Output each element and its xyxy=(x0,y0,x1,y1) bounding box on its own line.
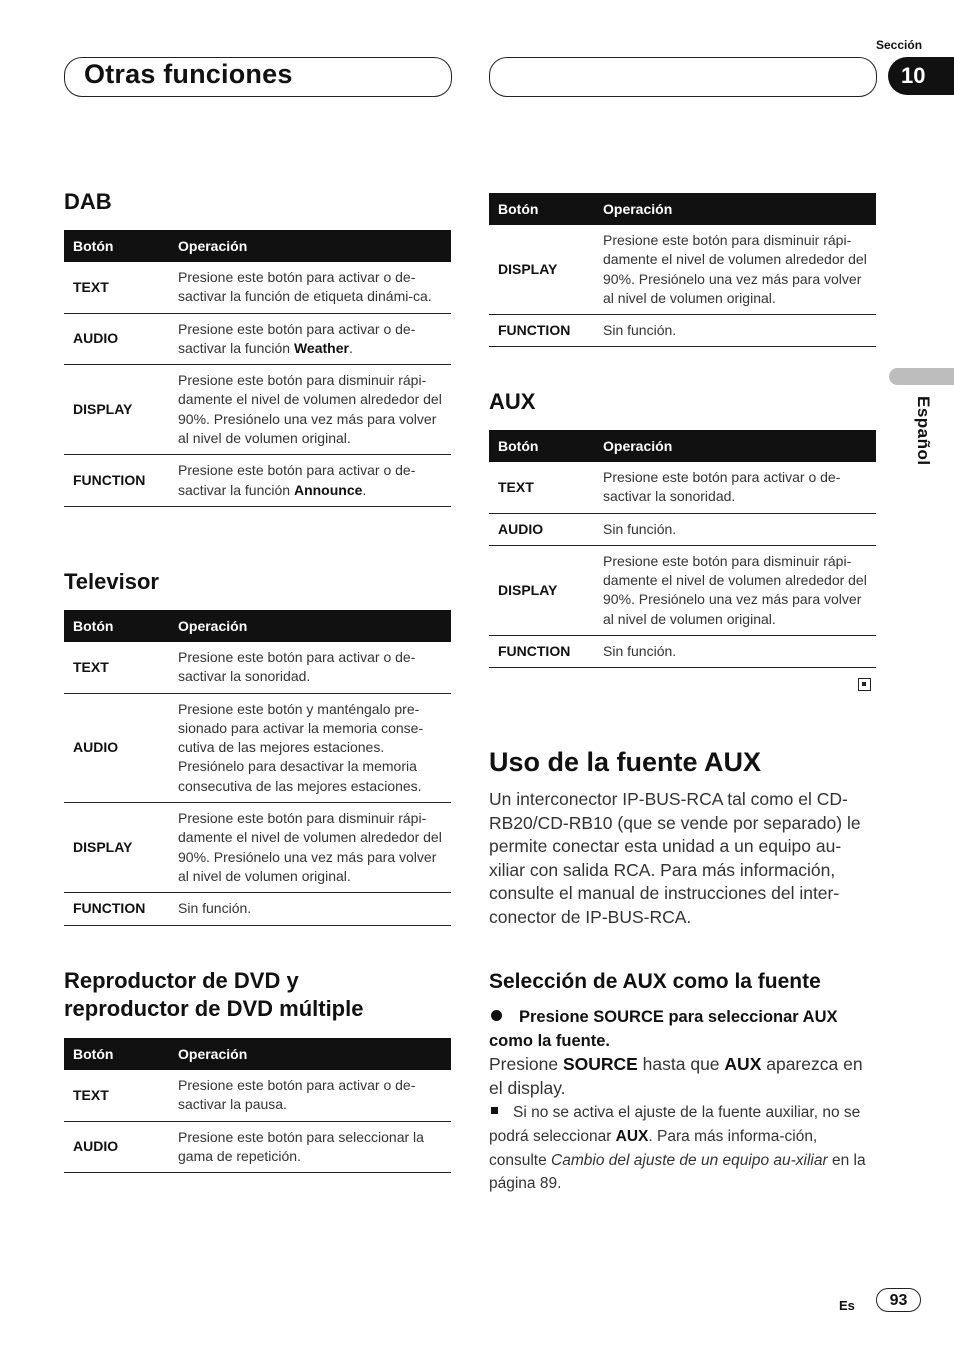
button-name: DISPLAY xyxy=(489,225,594,315)
square-bullet-icon xyxy=(491,1107,498,1114)
dvd-heading xyxy=(64,967,363,1023)
table-row xyxy=(64,262,451,313)
button-name: FUNCTION xyxy=(64,893,169,925)
header-right-frame xyxy=(489,57,877,97)
col-header-button: Botón xyxy=(64,1038,169,1070)
operation-text: Presione este botón para disminuir rápi-damente el nivel de volumen alrededor del 90%. Presiónelo una vez más para volver al nivel de volumen original. xyxy=(594,225,876,315)
button-name: FUNCTION xyxy=(489,636,594,668)
table-row xyxy=(64,893,451,925)
step-detail: Presione SOURCE hasta que AUX aparezca en el display. xyxy=(489,1054,863,1098)
col-header-button: Botón xyxy=(64,230,169,262)
col-header-operation: Operación xyxy=(169,230,451,262)
section-label: Sección xyxy=(876,38,923,52)
button-name: TEXT xyxy=(489,462,594,513)
table-row xyxy=(64,365,451,455)
dvd-heading-line1: Reproductor de DVD y xyxy=(64,968,299,993)
operation-text: Sin función. xyxy=(594,636,876,668)
button-name: DISPLAY xyxy=(64,803,169,893)
button-name: TEXT xyxy=(64,642,169,693)
dvd-heading-line2: reproductor de DVD múltiple xyxy=(64,996,364,1021)
dvd-table-continued xyxy=(489,193,876,347)
col-header-operation: Operación xyxy=(594,430,876,462)
operation-text: Sin función. xyxy=(169,893,451,925)
table-row xyxy=(489,315,876,347)
aux-heading: AUX xyxy=(489,389,536,414)
page-number: 93 xyxy=(876,1288,921,1312)
col-header-button: Botón xyxy=(489,193,594,225)
operation-text: Presione este botón para disminuir rápi-damente el nivel de volumen alrededor del 90%. Presiónelo una vez más para volver al nivel de volumen original. xyxy=(594,545,876,635)
operation-text: Presione este botón para disminuir rápi-damente el nivel de volumen alrededor del 90%. Presiónelo una vez más para volver al nivel de volumen original. xyxy=(169,365,451,455)
button-name: AUDIO xyxy=(64,693,169,802)
operation-text: Sin función. xyxy=(594,315,876,347)
operation-text: Presione este botón para disminuir rápi-damente el nivel de volumen alrededor del 90%. Presiónelo una vez más para volver al nivel de volumen original. xyxy=(169,803,451,893)
button-name: AUDIO xyxy=(489,513,594,545)
table-row xyxy=(489,545,876,635)
footer-language: Es xyxy=(839,1298,855,1313)
table-row xyxy=(64,693,451,802)
table-row xyxy=(64,642,451,693)
section-number-badge: 10 xyxy=(888,57,954,95)
operation-text: Presione este botón y manténgalo pre-sionado para activar la memoria conse-cutiva de las mejores estaciones. Presiónelo para desactivar la memoria consecutiva de las mejores estaciones. xyxy=(169,693,451,802)
table-row xyxy=(64,803,451,893)
operation-text: Sin función. xyxy=(594,513,876,545)
step-instruction: Presione SOURCE para seleccionar AUX como la fuente. xyxy=(489,1008,838,1050)
dvd-table xyxy=(64,1038,451,1173)
seleccion-heading: Selección de AUX como la fuente xyxy=(489,970,821,993)
table-row xyxy=(489,636,876,668)
function-name: Weather xyxy=(293,339,349,356)
col-header-operation: Operación xyxy=(594,193,876,225)
page-title: Otras funciones xyxy=(84,59,293,89)
table-row xyxy=(489,513,876,545)
operation-text: Presione este botón para activar o de-sactivar la función Weather. xyxy=(169,313,451,365)
bullet-icon xyxy=(491,1010,502,1021)
aux-table xyxy=(489,430,876,668)
function-name: Announce xyxy=(293,481,363,498)
button-name: FUNCTION xyxy=(64,455,169,507)
button-name: AUDIO xyxy=(64,1121,169,1173)
button-name: FUNCTION xyxy=(489,315,594,347)
table-row xyxy=(64,455,451,507)
col-header-operation: Operación xyxy=(169,1038,451,1070)
button-name: DISPLAY xyxy=(489,545,594,635)
operation-text: Presione este botón para activar o de-sactivar la función de etiqueta dinámi-ca. xyxy=(169,262,451,313)
button-name: AUDIO xyxy=(64,313,169,365)
language-tab-marker xyxy=(889,368,954,385)
dab-heading: DAB xyxy=(64,189,112,214)
operation-text: Presione este botón para seleccionar la gama de repetición. xyxy=(169,1121,451,1173)
button-name: DISPLAY xyxy=(64,365,169,455)
uso-aux-title: Uso de la fuente AUX xyxy=(489,747,762,777)
end-of-section-icon xyxy=(858,678,871,691)
operation-text: Presione este botón para activar o de-sactivar la función Announce. xyxy=(169,455,451,507)
step-note: Si no se activa el ajuste de la fuente auxiliar, no se podrá seleccionar AUX. Para más informa-ción, consulte Cambio del ajuste de un equipo au-xiliar en la página 89. xyxy=(489,1104,866,1193)
operation-text: Presione este botón para activar o de-sactivar la sonoridad. xyxy=(169,642,451,693)
col-header-operation: Operación xyxy=(169,610,451,642)
operation-text: Presione este botón para activar o de-sactivar la pausa. xyxy=(169,1070,451,1121)
language-tab-label: Español xyxy=(914,396,933,466)
col-header-button: Botón xyxy=(489,430,594,462)
dab-table xyxy=(64,230,451,507)
televisor-heading: Televisor xyxy=(64,569,159,594)
operation-text: Presione este botón para activar o de-sactivar la sonoridad. xyxy=(594,462,876,513)
table-row xyxy=(489,225,876,315)
col-header-button: Botón xyxy=(64,610,169,642)
televisor-table xyxy=(64,610,451,926)
table-row xyxy=(64,1070,451,1121)
table-row xyxy=(489,462,876,513)
table-row xyxy=(64,1121,451,1173)
table-row xyxy=(64,313,451,365)
uso-aux-body: Un interconector IP-BUS-RCA tal como el CD-RB20/CD-RB10 (que se vende por separado) le permite conectar esta unidad a un equipo au-xiliar con salida RCA. Para más información, consulte el manual de instrucciones del inter-conector de IP-BUS-RCA. xyxy=(489,789,861,927)
button-name: TEXT xyxy=(64,262,169,313)
button-name: TEXT xyxy=(64,1070,169,1121)
